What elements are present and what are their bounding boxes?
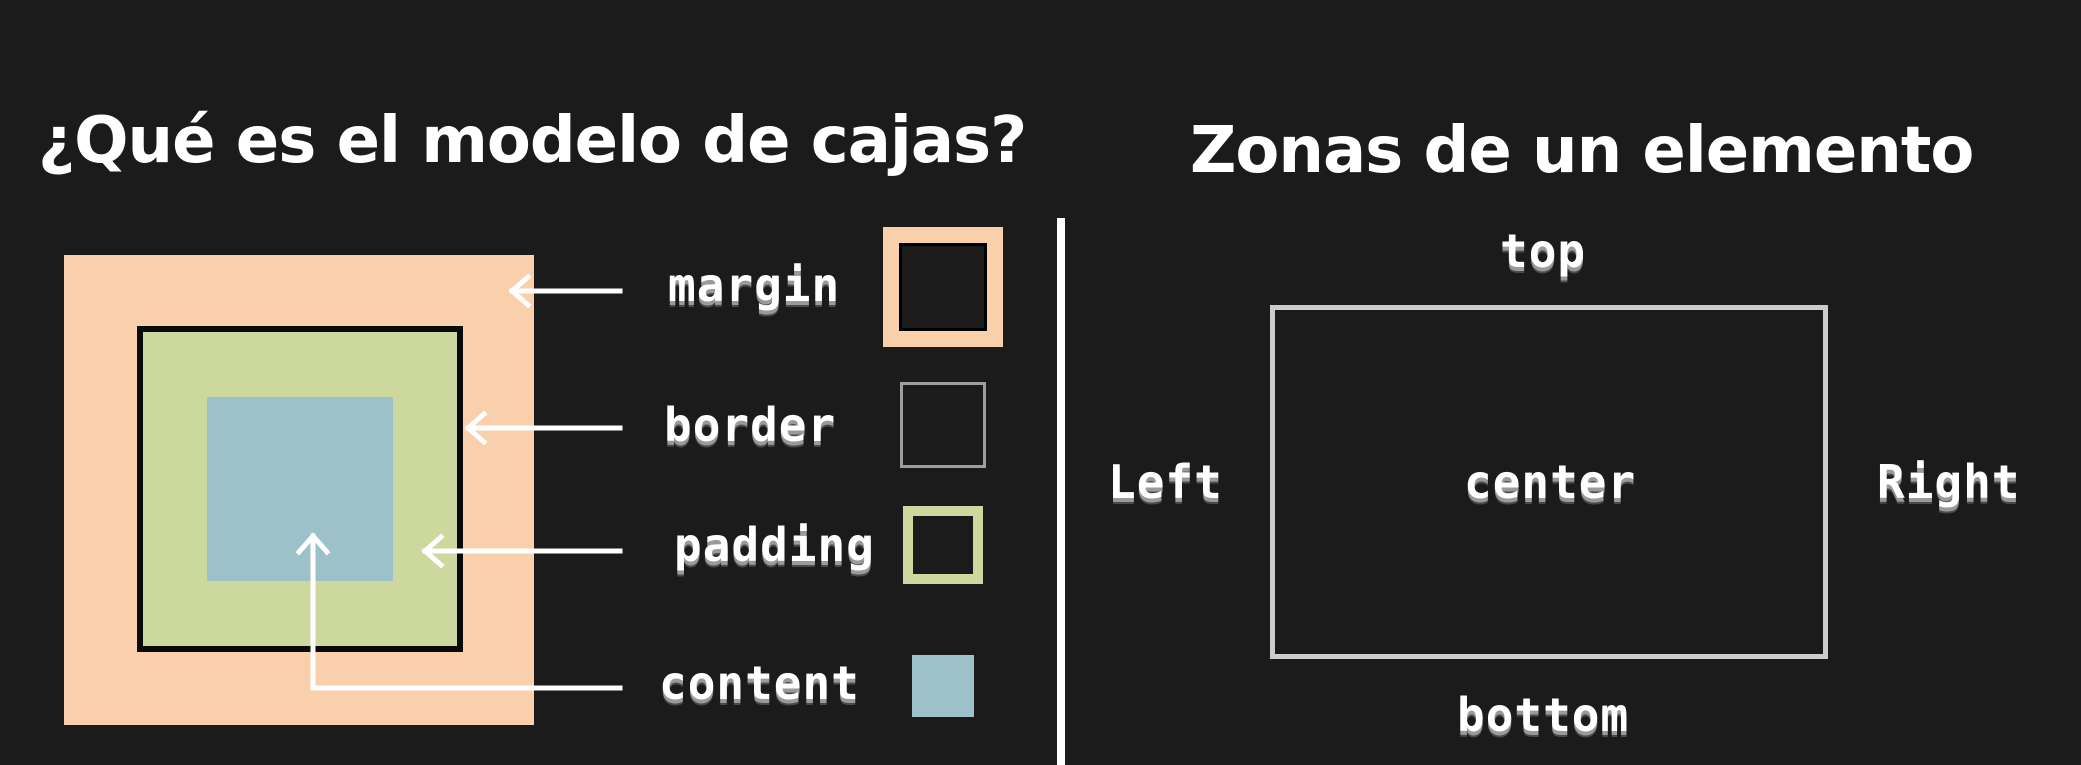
arrow-padding-icon — [425, 537, 620, 565]
zone-label-left: Left — [1108, 455, 1223, 509]
arrow-border-icon — [468, 414, 620, 442]
zone-label-right: Right — [1877, 455, 2021, 509]
arrow-content-icon — [299, 536, 620, 688]
zone-label-bottom: bottom — [1457, 688, 1630, 742]
label-padding: padding — [674, 518, 875, 572]
title-box-model: ¿Qué es el modelo de cajas? — [38, 104, 1027, 178]
label-margin: margin — [668, 258, 841, 312]
label-border: border — [664, 398, 837, 452]
arrow-margin-icon — [512, 277, 620, 305]
zone-label-center: center — [1464, 455, 1637, 509]
zone-label-top: top — [1500, 224, 1587, 278]
title-element-zones: Zonas de un elemento — [1190, 114, 1974, 188]
label-content: content — [659, 656, 860, 710]
